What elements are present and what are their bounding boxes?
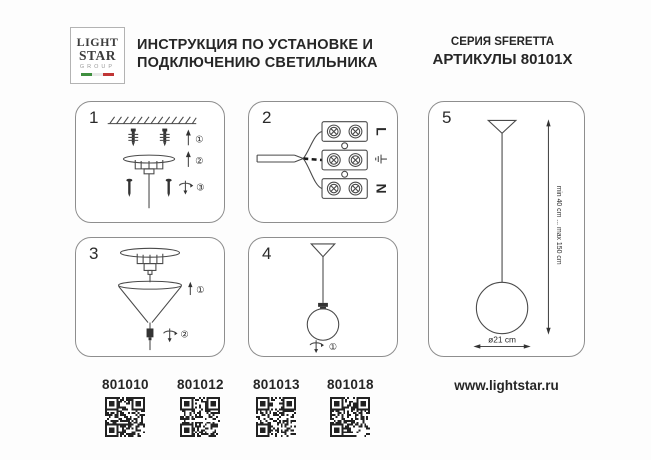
cone-canopy [488,120,516,133]
step-number: 4 [262,244,272,263]
wire-neutral [303,159,322,189]
step-number: 1 [89,108,99,127]
series-block [420,36,585,68]
series-name: СЕРИЯ SFERETTA [450,36,555,48]
terminal-block [322,150,367,170]
diameter-dimension-arrow [473,344,530,348]
ceiling-mount-diagram [76,102,224,222]
wall-anchor [128,129,138,147]
logo-word-star: STAR [78,47,116,63]
height-dimension-arrow [546,119,550,334]
step-number: 2 [262,108,272,127]
label-neutral-N: N [373,183,389,194]
qr-code [180,397,220,437]
article-item [177,377,223,442]
qr-code [330,397,370,437]
up-arrow-icon [186,130,191,146]
supply-cable [257,155,303,162]
article-code: 801010 [102,377,149,392]
step-panel-5 [428,101,585,357]
annotation-2: ② [195,155,204,167]
screw [166,179,172,197]
step-panel-1 [75,101,225,223]
cord-connector-tip [149,337,152,340]
annotation-1: ① [328,342,338,354]
ceiling-plate [121,248,180,282]
height-range-label: min 40 cm ... max 150 cm [554,185,562,265]
annotation-2: ② [180,329,189,341]
articles-mask: АРТИКУЛЫ 80101X [432,51,573,68]
annotation-3: ③ [196,182,205,194]
logo-word-light: LIGHT [76,34,119,49]
qr-code [105,397,145,437]
article-item [102,377,148,442]
step-number: 3 [89,244,99,263]
ceiling-canopy [123,155,174,208]
logo-word-group: GROUP [79,64,116,70]
article-code: 801013 [253,377,300,392]
page-title [137,37,378,72]
label-line-L: L [373,127,389,136]
article-code: 801018 [327,377,374,392]
terminal-block [322,122,367,142]
canopy-cone-diagram [76,238,224,356]
sphere-mount-diagram [249,238,397,356]
terminal-hole [342,143,348,149]
step-panel-4 [248,237,398,357]
title-line-1: ИНСТРУКЦИЯ ПО УСТАНОВКЕ И [137,37,374,53]
up-arrow-icon [188,282,192,295]
title-line-2: ПОДКЛЮЧЕНИЮ СВЕТИЛЬНИКА [137,54,378,71]
wire-line [303,132,322,159]
step-panel-2 [248,101,398,223]
screw-turn-icon [310,340,324,353]
screw-turn-icon [164,328,178,342]
article-code: 801012 [177,377,224,392]
cone-shade [119,281,182,322]
screw-turn-icon [180,181,194,195]
article-item [327,377,373,442]
cone-canopy [311,244,335,257]
wall-anchor [160,129,170,147]
lightstar-logo [70,27,125,84]
article-item [253,377,299,442]
wiring-diagram [249,102,397,222]
website-url: www.lightstar.ru [454,378,559,393]
ground-symbol [376,155,387,164]
annotation-1: ① [195,134,204,146]
terminal-hole [342,171,348,177]
wire-earth [303,159,322,160]
dimensions-diagram [429,102,584,356]
italian-flag-stripe [81,73,115,76]
glass-sphere [307,309,338,340]
diameter-label: ø21 cm [488,334,517,345]
glass-sphere [476,282,527,333]
terminal-block [322,179,367,199]
step-number: 5 [442,108,452,127]
annotation-1: ① [196,285,205,297]
ceiling-hatch [108,117,197,124]
qr-code [256,397,296,437]
lamp-holder [318,303,328,307]
step-panel-3 [75,237,225,357]
up-arrow-icon [186,151,191,167]
screw [126,179,132,197]
cord-connector [147,328,154,337]
